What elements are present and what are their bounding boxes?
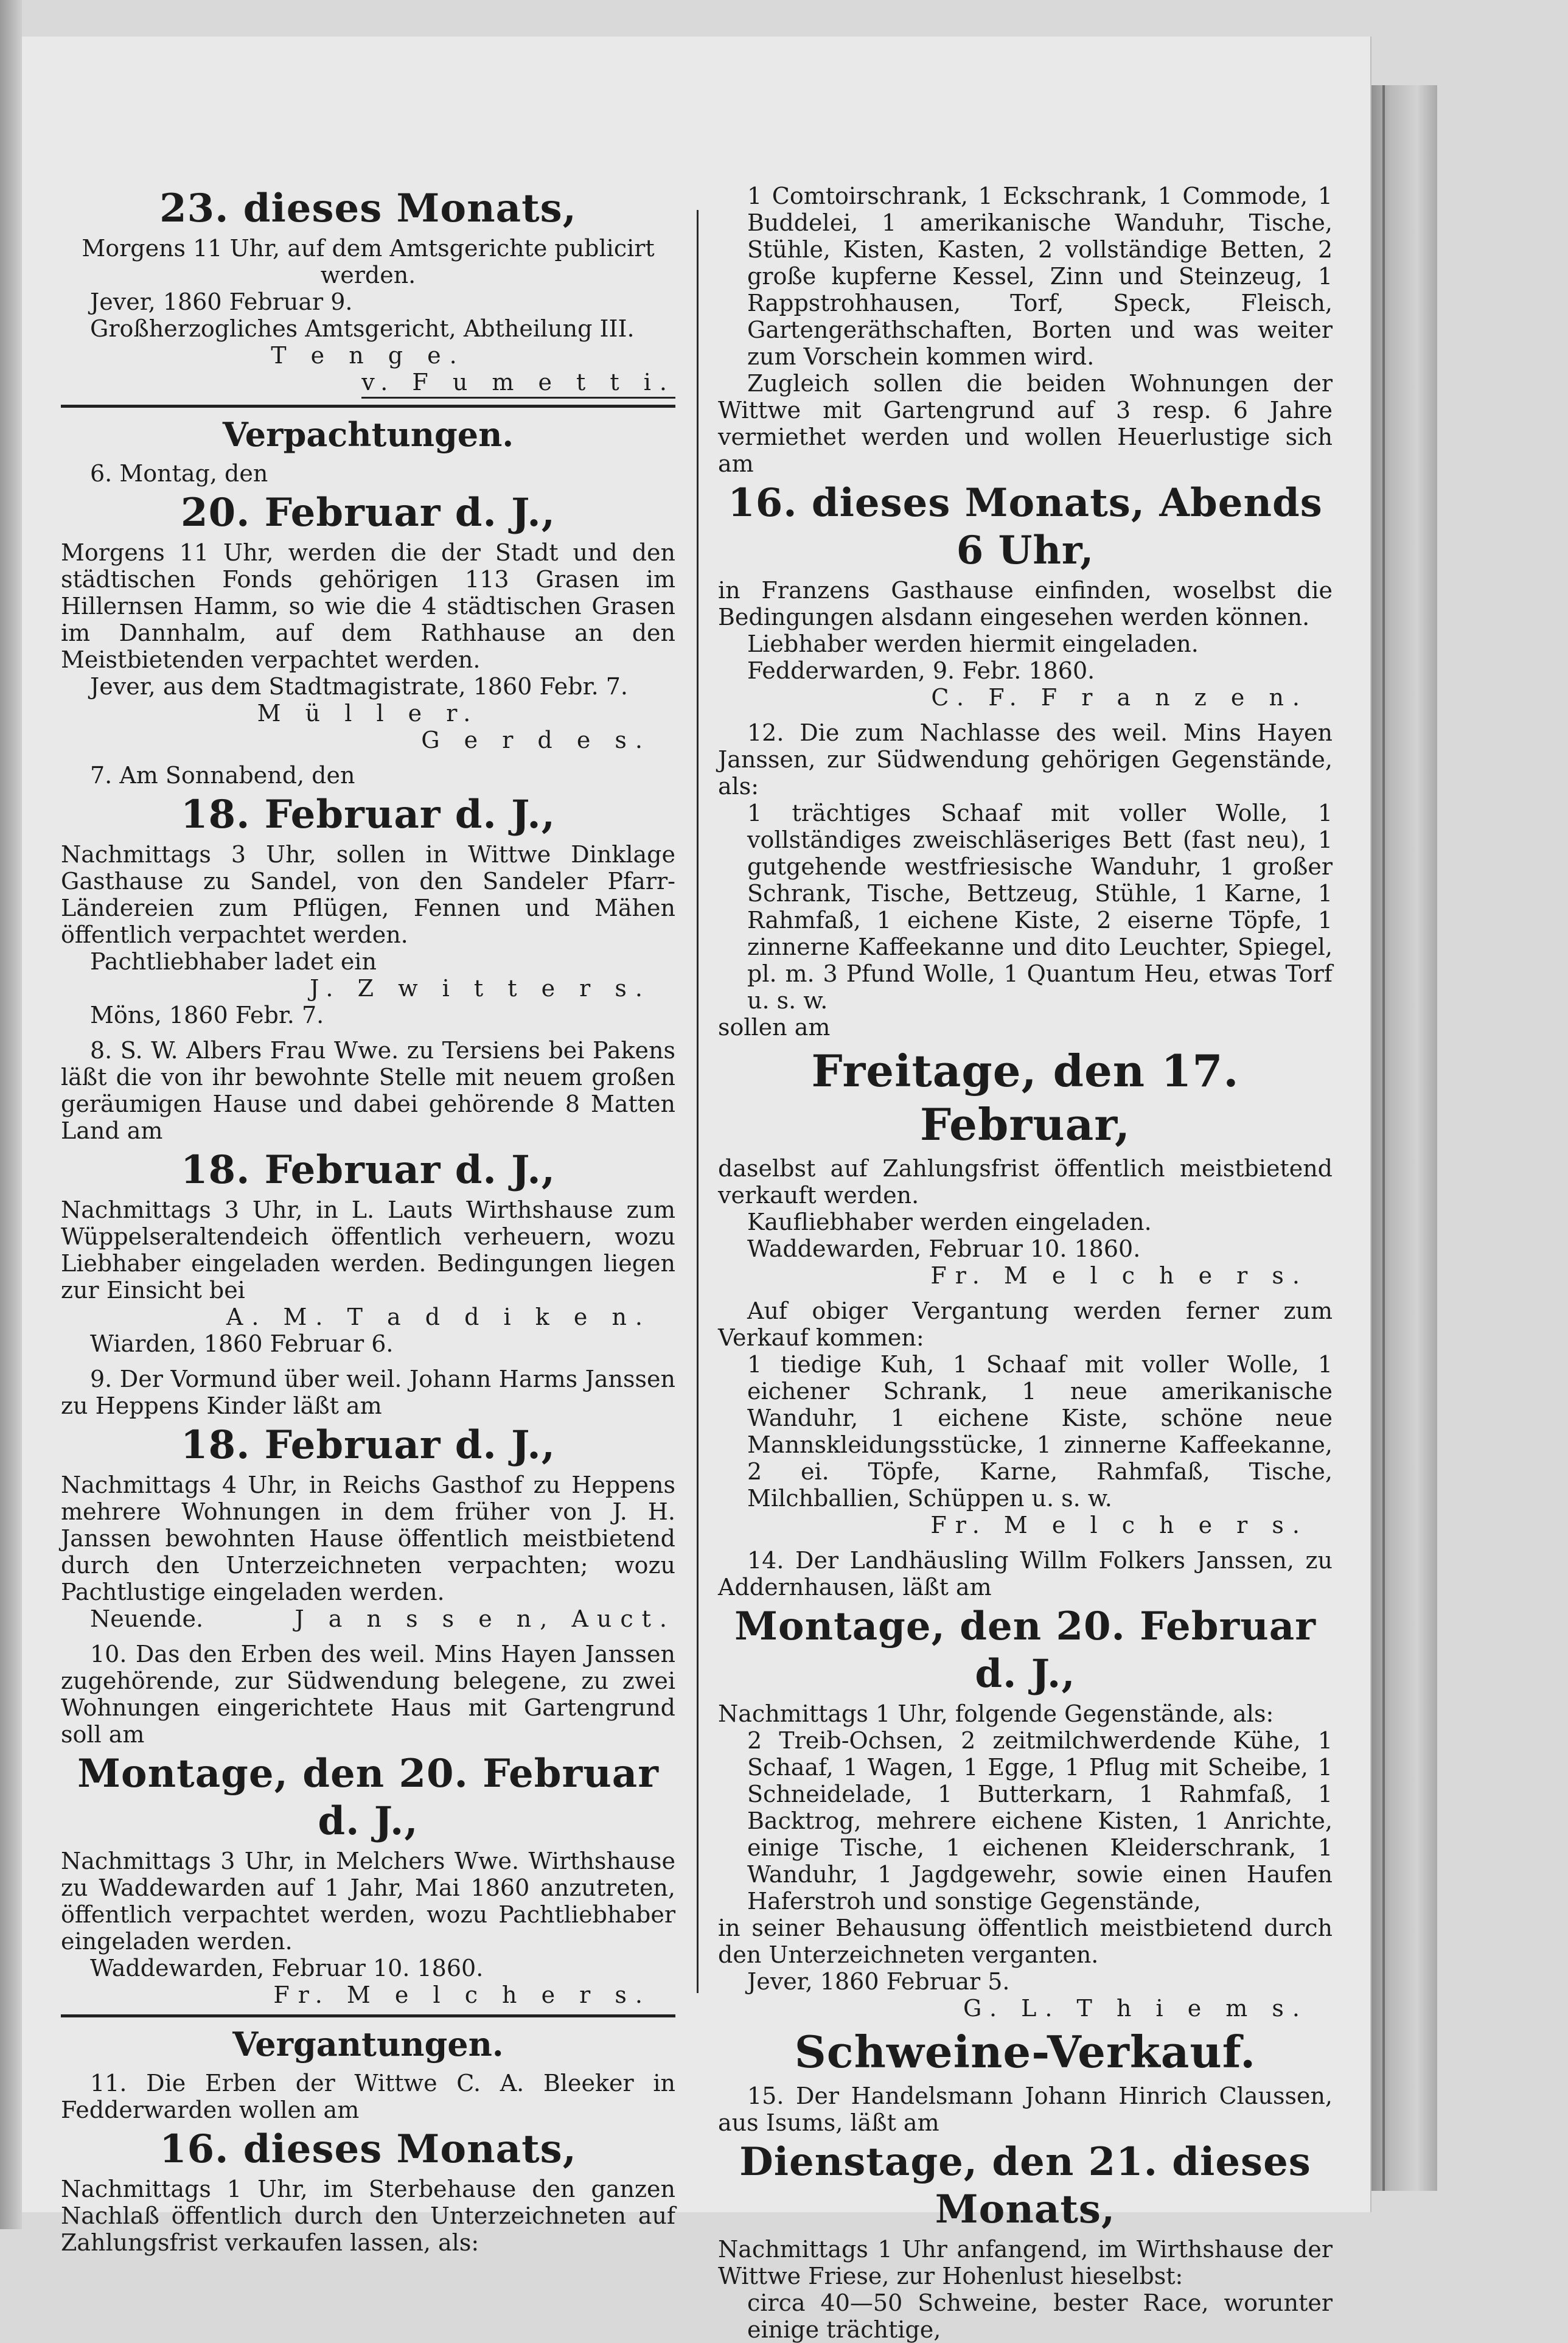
notice-10-place: Waddewarden, Februar 10. 1860. (90, 1955, 484, 1982)
signature-zwitters: J. Z w i t t e r s. (310, 975, 651, 1002)
notice-8-text2: Nachmittags 3 Uhr, in L. Lauts Wirthshause zum Wüppelseraltendeich öffentlich verheuern, wozu Liebhaber eingeladen werden. Bedingungen liegen zur Einsicht bei (61, 1196, 675, 1304)
signature-melchers: Fr. M e l c h e r s. (273, 1982, 651, 2008)
notice-12-items: 1 trächtiges Schaaf mit voller Wolle, 1 vollständiges zweischläseriges Bett (fast neu), 1 gutgehende westfriesische Wanduhr, 1 großer Schrank, Tische, Bettzeug, Stühle, 1 Karne, 1 Rahmfaß, 1 eichene Kiste, 2 eiserne Töpfe, 1 zinnerne Kaffeekanne und dito Leuchter, Spiegel, pl. m. 3 Pfund Wolle, 1 Quantum Heu, etwas Torf u. s. w. (747, 800, 1333, 1014)
notice-10-date: Montage, den 20. Februar d. J., (77, 1751, 659, 1844)
notice-12-lead: sollen am (718, 1014, 831, 1041)
signature-fumetti: v. F u m e t t i. (361, 369, 675, 399)
column-divider (697, 210, 699, 1993)
notice-14-text: 14. Der Landhäusling Willm Folkers Janssen, zu Addernhausen, läßt am (718, 1547, 1333, 1601)
top-notice-authority: Großherzogliches Amtsgericht, Abtheilung III. (90, 315, 635, 342)
notice-11-date2: 16. dieses Monats, Abends 6 Uhr, (728, 480, 1323, 573)
scan-edge (0, 0, 22, 2229)
notice-15-items: circa 40—50 Schweine, bester Race, worunter einige trächtige, (747, 2289, 1333, 2343)
right-column (718, 183, 1333, 2343)
signature-gerdes: G e r d e s. (421, 727, 651, 753)
notice-14-text2: Nachmittags 1 Uhr, folgende Gegenstände, als: (718, 1700, 1274, 1727)
signature-janssen: J a n s s e n, Auct. (294, 1605, 675, 1632)
section-heading-schweine-verkauf: Schweine-Verkauf. (794, 2026, 1256, 2078)
signature-thiems: G. L. T h i e m s. (963, 1995, 1308, 2022)
signature-melchers-3: Fr. M e l c h e r s. (930, 1512, 1308, 1538)
notice-7-text: Nachmittags 3 Uhr, sollen in Wittwe Dinklage Gasthause zu Sandel, von den Sandeler Pfarr-Ländereien zum Pflügen, Fennen und Mähen öffentlich verpachtet werden. (61, 841, 675, 948)
notice-11-place: Fedderwarden, 9. Febr. 1860. (747, 657, 1095, 684)
notice-12-text3: Auf obiger Vergantung werden ferner zum Verkauf kommen: (718, 1297, 1333, 1351)
notice-11-items: 1 Comtoirschrank, 1 Eckschrank, 1 Commode, 1 Buddelei, 1 amerikanische Wanduhr, Tische, Stühle, Kisten, Kasten, 2 vollständige Betten, 2 große kupferne Kessel, Zinn und Steinzeug, 1 Rappstrohhausen, Torf, Speck, Fleisch, Gartengeräthschaften, Borten und was weiter zum Vorschein kommen wird. (747, 183, 1333, 370)
notice-9-text: 9. Der Vormund über weil. Johann Harms Janssen zu Heppens Kinder läßt am (61, 1366, 675, 1419)
notice-12-place: Waddewarden, Februar 10. 1860. (747, 1235, 1141, 1262)
notice-12-text: 12. Die zum Nachlasse des weil. Mins Hayen Janssen, zur Südwendung gehörigen Gegenstände, als: (718, 719, 1333, 800)
notice-7-place: Möns, 1860 Febr. 7. (90, 1002, 324, 1028)
notice-6-intro: 6. Montag, den (90, 460, 268, 487)
notice-9-place: Neuende. (90, 1605, 204, 1632)
notice-8-date: 18. Februar d. J., (181, 1147, 556, 1193)
notice-12-text2: daselbst auf Zahlungsfrist öffentlich meistbietend verkauft werden. (718, 1155, 1333, 1209)
notice-14-text3: in seiner Behausung öffentlich meistbietend durch den Unterzeichneten verganten. (718, 1915, 1333, 1968)
notice-14-items: 2 Treib-Ochsen, 2 zeitmilchwerdende Kühe, 1 Schaaf, 1 Wagen, 1 Egge, 1 Pflug mit Scheibe, 1 Schneidelade, 1 Butterkarn, 1 Rahmfaß, 1 Backtrog, mehrere eichene Kisten, 1 Anrichte, einige Tische, 1 eichenen Kleiderschrank, 1 Wanduhr, 1 Jagdgewehr, sowie einen Haufen Haferstroh und sonstige Gegenstände, (747, 1727, 1333, 1915)
notice-14-place: Jever, 1860 Februar 5. (747, 1968, 1010, 1995)
notice-9-date: 18. Februar d. J., (181, 1422, 556, 1468)
book-spine-edge (1370, 85, 1437, 2191)
notice-15-text2: Nachmittags 1 Uhr anfangend, im Wirthshause der Wittwe Friese, zur Hohenlust hieselbst: (718, 2236, 1333, 2289)
signature-mueller: M ü l l e r. (257, 700, 479, 727)
notice-11-date: 16. dieses Monats, (159, 2126, 577, 2172)
signature-melchers-2: Fr. M e l c h e r s. (930, 1262, 1308, 1289)
notice-8-text: 8. S. W. Albers Frau Wwe. zu Tersiens bei Pakens läßt die von ihr bewohnte Stelle mit neuem großen geräumigen Hause und dabei gehörende 8 Matten Land am (61, 1037, 675, 1144)
signature-franzen: C. F. F r a n z e n. (931, 684, 1308, 711)
signature-taddiken: A. M. T a d d i k e n. (226, 1304, 651, 1330)
notice-7-intro: 7. Am Sonnabend, den (90, 762, 355, 789)
notice-8-place: Wiarden, 1860 Februar 6. (90, 1330, 394, 1357)
section-heading-verpachtungen: Verpachtungen. (222, 415, 514, 454)
section-rule (61, 405, 675, 408)
notice-12-date: Freitage, den 17. Februar, (811, 1045, 1239, 1150)
notice-6-text: Morgens 11 Uhr, werden die der Stadt und den städtischen Fonds gehörigen 113 Grasen im Hillernsen Hamm, so wie die 4 städtischen Grasen im Dannhalm, auf dem Rathhause an den Meistbietenden verpachtet werden. (61, 539, 675, 673)
notice-11-text: 11. Die Erben der Wittwe C. A. Bleeker in Fedderwarden wollen am (61, 2070, 675, 2123)
notice-6-date: 20. Februar d. J., (181, 490, 556, 536)
notice-9-text2: Nachmittags 4 Uhr, in Reichs Gasthof zu Heppens mehrere Wohnungen in dem früher von J. H. Janssen bewohnten Hause öffentlich meistbietend durch den Unterzeichneten verpachten; wozu Pachtlustige eingeladen werden. (61, 1472, 675, 1605)
top-notice-place: Jever, 1860 Februar 9. (90, 288, 353, 315)
notice-12-invite: Kaufliebhaber werden eingeladen. (747, 1209, 1152, 1235)
signature-tenge: T e n g e. (271, 342, 465, 369)
notice-6-place: Jever, aus dem Stadtmagistrate, 1860 Febr. 7. (90, 673, 628, 700)
section-rule (61, 2014, 675, 2017)
top-notice-text: Morgens 11 Uhr, auf dem Amtsgerichte publicirt werden. (82, 235, 655, 288)
notice-7-date: 18. Februar d. J., (181, 792, 556, 837)
notice-11-text2: Nachmittags 1 Uhr, im Sterbehause den ganzen Nachlaß öffentlich durch den Unterzeichneten auf Zahlungsfrist verkaufen lassen, als: (61, 2176, 675, 2256)
top-headline: 23. dieses Monats, (159, 186, 577, 231)
notice-7-invite: Pachtliebhaber ladet ein (90, 948, 377, 975)
notice-12-items2: 1 tiedige Kuh, 1 Schaaf mit voller Wolle, 1 eichener Schrank, 1 neue amerikanische Wanduhr, 1 eichene Kiste, schöne neue Mannskleidungsstücke, 1 zinnerne Kaffeekanne, 2 ei. Töpfe, Karne, Rahmfaß, Tische, Milchballien, Schüppen u. s. w. (747, 1351, 1333, 1512)
notice-15-text: 15. Der Handelsmann Johann Hinrich Claussen, aus Isums, läßt am (718, 2083, 1333, 2136)
notice-10-text2: Nachmittags 3 Uhr, in Melchers Wwe. Wirthshause zu Waddewarden auf 1 Jahr, Mai 1860 anzutreten, öffentlich verpachtet werden, wozu Pachtliebhaber eingeladen werden. (61, 1848, 675, 1955)
notice-14-date: Montage, den 20. Februar d. J., (734, 1604, 1316, 1697)
notice-11-text3: Zugleich sollen die beiden Wohnungen der Wittwe mit Gartengrund auf 3 resp. 6 Jahre vermiethet werden und wollen Heuerlustige sich am (718, 370, 1333, 477)
notice-11-text4: in Franzens Gasthause einfinden, woselbst die Bedingungen alsdann eingesehen werden können. (718, 577, 1333, 630)
section-heading-vergantungen: Vergantungen. (232, 2025, 504, 2064)
notice-11-invite: Liebhaber werden hiermit eingeladen. (747, 630, 1199, 657)
notice-15-date: Dienstage, den 21. dieses Monats, (739, 2139, 1311, 2232)
notice-10-text: 10. Das den Erben des weil. Mins Hayen Janssen zugehörende, zur Südwendung belegene, zu zwei Wohnungen eingerichtete Haus mit Gartengrund soll am (61, 1641, 675, 1748)
left-column (61, 183, 675, 2256)
